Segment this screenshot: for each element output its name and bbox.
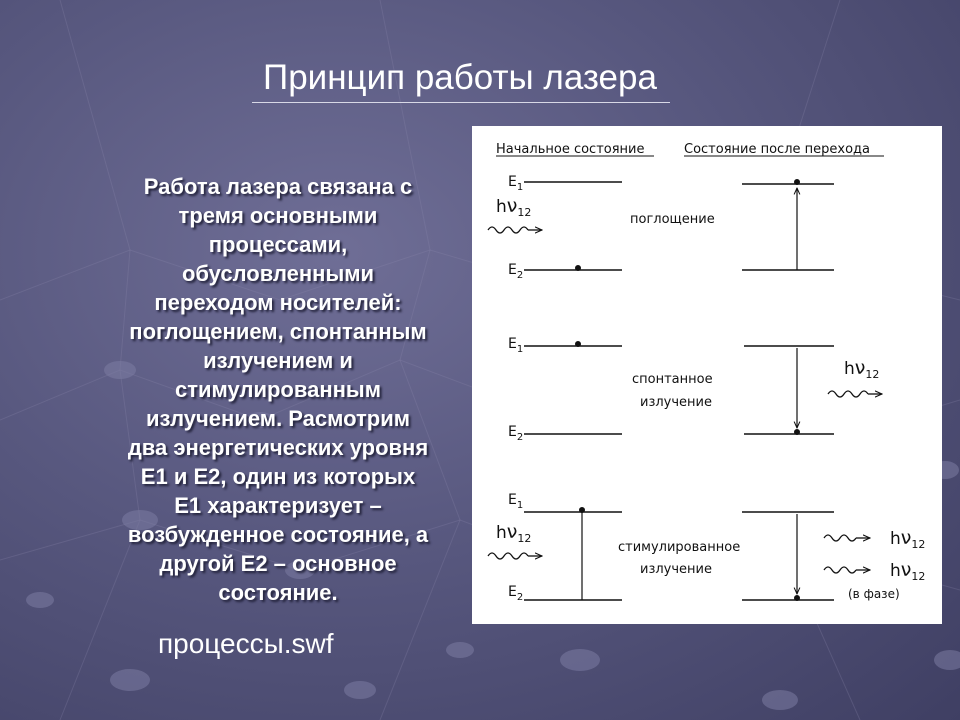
energy-level-diagram (472, 126, 942, 624)
photon-label: $h\nu_{12}$ (890, 559, 926, 583)
level-label-e2: $E_2$ (508, 262, 524, 281)
electron-dot (575, 341, 581, 347)
electron-dot (575, 265, 581, 271)
body-line: стимулированным (175, 377, 381, 402)
header-initial-state: Начальное состояние (496, 142, 645, 157)
body-line: обусловленными (181, 261, 375, 286)
in-phase-label: (в фазе) (848, 587, 900, 601)
process-label-spontaneous-2: излучение (640, 395, 712, 410)
electron-dot (794, 429, 800, 435)
level-label-e1: $E_1$ (508, 174, 524, 193)
body-line: поглощением, спонтанным (129, 319, 427, 344)
body-line: излучением. Расмотрим (145, 406, 411, 431)
electron-dot (794, 179, 800, 185)
level-label-e1: $E_1$ (508, 492, 524, 511)
level-label-e1: $E_1$ (508, 336, 524, 355)
process-label-absorption: поглощение (630, 212, 715, 227)
body-line: Е1 и Е2, один из которых (140, 464, 416, 489)
body-line: излучением и (203, 348, 353, 373)
title-underline (252, 102, 670, 103)
photon-label: $h\nu_{12}$ (890, 527, 926, 551)
body-line: два энергетических уровня (127, 435, 429, 460)
body-line: тремя основными (178, 203, 378, 228)
body-line: состояние. (218, 580, 338, 605)
photon-wave-icon (488, 227, 528, 233)
body-line: Е1 характеризует – (174, 493, 382, 518)
photon-wave-icon (824, 535, 856, 541)
process-label-stimulated-1: стимулированное (618, 540, 741, 555)
body-line: возбужденное состояние, а (127, 522, 429, 547)
process-label-stimulated-2: излучение (640, 562, 712, 577)
photon-label: $h\nu_{12}$ (496, 521, 532, 545)
swf-link[interactable]: процессы.swf (158, 628, 334, 659)
electron-dot (794, 595, 800, 601)
body-line: другой Е2 – основное (159, 551, 397, 576)
body-line: Работа лазера связана с (143, 174, 413, 199)
photon-label: $h\nu_{12}$ (496, 195, 532, 219)
level-label-e2: $E_2$ (508, 424, 524, 443)
body-line: процессами, (208, 232, 348, 257)
body-line: переходом носителей: (154, 290, 402, 315)
photon-wave-icon (828, 391, 868, 397)
photon-wave-icon (824, 567, 856, 573)
body-paragraph (92, 172, 464, 607)
process-label-spontaneous-1: спонтанное (632, 372, 713, 387)
header-after-state: Состояние после перехода (684, 142, 870, 157)
photon-label: $h\nu_{12}$ (844, 357, 880, 381)
level-label-e2: $E_2$ (508, 584, 524, 603)
slide-title: Принцип работы лазера (263, 58, 657, 97)
photon-wave-icon (488, 553, 528, 559)
